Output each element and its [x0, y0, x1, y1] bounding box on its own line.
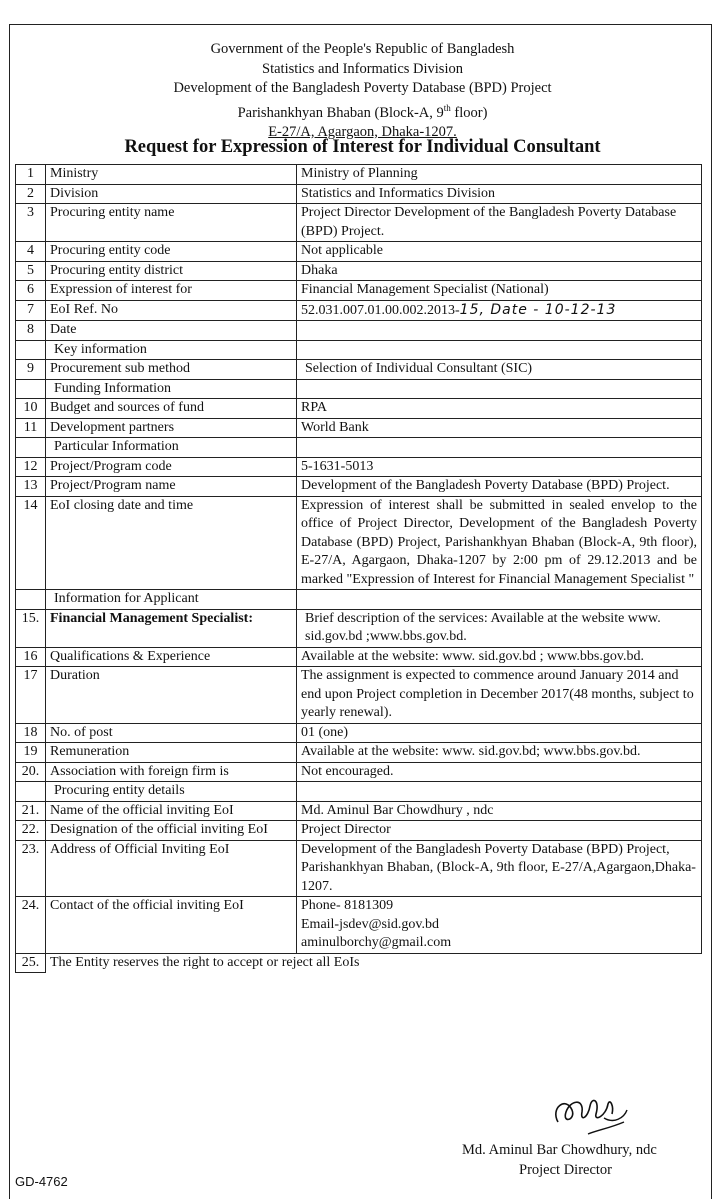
row-label: Financial Management Specialist:: [46, 609, 297, 647]
signature-mark: [548, 1088, 628, 1138]
signatory-name: Md. Aminul Bar Chowdhury, ndc: [462, 1142, 657, 1158]
row-number: 7: [16, 300, 46, 321]
signatory-designation: Project Director: [519, 1162, 613, 1178]
handwritten-ref-date: 15, Date - 10-12-13: [459, 301, 617, 318]
row-label: EoI Ref. No: [46, 300, 297, 321]
table-row: [16, 242, 702, 262]
row-value: Financial Management Specialist (National): [297, 281, 702, 301]
row-value: Development of the Bangladesh Poverty Database (BPD) Project, Parishankhyan Bhaban, (Block-A, 9th floor, E-27/A,Agargaon,Dhaka-1207.: [297, 840, 702, 897]
section-heading: Procuring entity details: [46, 782, 297, 802]
row-value: Development of the Bangladesh Poverty Database (BPD) Project.: [297, 477, 702, 497]
row-number: 18: [16, 723, 46, 743]
header-government: Government of the People's Republic of Bangladesh: [210, 41, 515, 57]
row-value: The assignment is expected to commence around January 2014 and end upon Project completion in December 2017(48 months, subject to yearly renewal).: [297, 667, 702, 724]
table-row: [16, 609, 702, 647]
eoi-ref-number: 52.031.007.01.00.002.2013-: [301, 302, 460, 318]
row-value: Ministry of Planning: [297, 165, 702, 185]
table-row: [16, 477, 702, 497]
table-row: [16, 300, 702, 321]
row-label: Address of Official Inviting EoI: [46, 840, 297, 897]
section-row: [16, 782, 702, 802]
row-number: 14: [16, 496, 46, 590]
header-building: Parishankhyan Bhaban (Block-A, 9th floor): [237, 102, 488, 121]
row-number: 10: [16, 399, 46, 419]
table-row: [16, 496, 702, 590]
row-value: Available at the website: www. sid.gov.bd ; www.bbs.gov.bd.: [297, 647, 702, 667]
row-label: Expression of interest for: [46, 281, 297, 301]
table-row: [16, 360, 702, 380]
table-row: [16, 184, 702, 204]
row-number: 4: [16, 242, 46, 262]
row-label: Contact of the official inviting EoI: [46, 897, 297, 954]
row-label: Procuring entity name: [46, 204, 297, 242]
table-row: [16, 801, 702, 821]
section-row: [16, 340, 702, 360]
contact-email: Email-jsdev@sid.gov.bd: [301, 916, 439, 932]
row-number: 8: [16, 321, 46, 341]
row-value: Brief description of the services: Available at the website www. sid.gov.bd ;www.bbs.gov.bd.: [297, 609, 702, 647]
row-number: 20.: [16, 762, 46, 782]
row-value: Expression of interest shall be submitted in sealed envelop to the office of Project Director, Development of the Bangladesh Poverty Database (BPD) Project, Parishankhyan Bhaban (Block-A, 9th floor), E-27/A, Agargaon, Dhaka-1207 by 2:00 pm of 29.12.2013 and be marked "Expression of Interest for Financial Management Specialist ": [297, 496, 702, 590]
row-label: Association with foreign firm is: [46, 762, 297, 782]
row-value: 01 (one): [297, 723, 702, 743]
row-number: 21.: [16, 801, 46, 821]
row-value: Not applicable: [297, 242, 702, 262]
table-row: [16, 261, 702, 281]
eoi-table: [15, 164, 702, 973]
table-row: [16, 762, 702, 782]
row-label: Ministry: [46, 165, 297, 185]
table-row: [16, 743, 702, 763]
section-row: [16, 438, 702, 458]
table-row: [16, 840, 702, 897]
contact-email-alt: aminulborchy@gmail.com: [301, 935, 452, 950]
row-label: Designation of the official inviting EoI: [46, 821, 297, 841]
row-label: EoI closing date and time: [46, 496, 297, 590]
table-row: [16, 667, 702, 724]
row-label: Remuneration: [46, 743, 297, 763]
row-label: Development partners: [46, 418, 297, 438]
footer-code: GD-4762: [15, 1174, 68, 1189]
row-label: Project/Program code: [46, 457, 297, 477]
row-value: [297, 300, 702, 321]
row-label: Project/Program name: [46, 477, 297, 497]
row-value: 5-1631-5013: [297, 457, 702, 477]
row-number: 17: [16, 667, 46, 724]
table-row: [16, 457, 702, 477]
row-number: 1: [16, 165, 46, 185]
section-row: [16, 379, 702, 399]
header-address: E-27/A, Agargaon, Dhaka-1207.: [268, 123, 457, 140]
row-number: 9: [16, 360, 46, 380]
row-number: 12: [16, 457, 46, 477]
row-value: [297, 321, 702, 341]
row-number: 24.: [16, 897, 46, 954]
table-row: [16, 399, 702, 419]
section-heading: Key information: [46, 340, 297, 360]
row-number: 13: [16, 477, 46, 497]
row-number: 6: [16, 281, 46, 301]
row-label: Duration: [46, 667, 297, 724]
table-row: [16, 165, 702, 185]
row-value: Project Director Development of the Bangladesh Poverty Database (BPD) Project.: [297, 204, 702, 242]
row-label: No. of post: [46, 723, 297, 743]
row-number: 23.: [16, 840, 46, 897]
table-row: [16, 647, 702, 667]
table-row: [16, 953, 702, 973]
row-label: Division: [46, 184, 297, 204]
table-row: [16, 723, 702, 743]
header-project: Development of the Bangladesh Poverty Database (BPD) Project: [173, 80, 552, 96]
row-label: Procurement sub method: [46, 360, 297, 380]
section-heading: Particular Information: [46, 438, 297, 458]
row-value: Available at the website: www. sid.gov.bd; www.bbs.gov.bd.: [297, 743, 702, 763]
row-value: World Bank: [297, 418, 702, 438]
row-label: Budget and sources of fund: [46, 399, 297, 419]
page-title: Request for Expression of Interest for Individual Consultant: [124, 137, 601, 157]
row-value: Not encouraged.: [297, 762, 702, 782]
header-division: Statistics and Informatics Division: [262, 60, 463, 77]
section-row: [16, 590, 702, 610]
table-row: [16, 281, 702, 301]
row-value: Project Director: [297, 821, 702, 841]
row-label: Procuring entity code: [46, 242, 297, 262]
row-label: Procuring entity district: [46, 261, 297, 281]
row-number: 2: [16, 184, 46, 204]
row-label: The Entity reserves the right to accept or reject all EoIs: [46, 953, 702, 973]
row-value: Selection of Individual Consultant (SIC): [297, 360, 702, 380]
row-number: 19: [16, 743, 46, 763]
row-number: 3: [16, 204, 46, 242]
row-number: 5: [16, 261, 46, 281]
row-number: 15.: [16, 609, 46, 647]
row-value: Md. Aminul Bar Chowdhury , ndc: [297, 801, 702, 821]
row-label: Name of the official inviting EoI: [46, 801, 297, 821]
table-row: [16, 204, 702, 242]
row-number: 22.: [16, 821, 46, 841]
row-value: RPA: [297, 399, 702, 419]
table-row: [16, 821, 702, 841]
row-label: Qualifications & Experience: [46, 647, 297, 667]
document-header: [0, 40, 725, 142]
row-number: 16: [16, 647, 46, 667]
row-value: Dhaka: [297, 261, 702, 281]
section-heading: Information for Applicant: [46, 590, 297, 610]
table-row: [16, 321, 702, 341]
row-label: Date: [46, 321, 297, 341]
section-heading: Funding Information: [46, 379, 297, 399]
row-number: 25.: [16, 953, 46, 973]
table-row: [16, 897, 702, 954]
row-value: [297, 897, 702, 954]
contact-phone: Phone- 8181309: [301, 898, 394, 913]
table-row: [16, 418, 702, 438]
row-value: Statistics and Informatics Division: [297, 184, 702, 204]
row-number: 11: [16, 418, 46, 438]
